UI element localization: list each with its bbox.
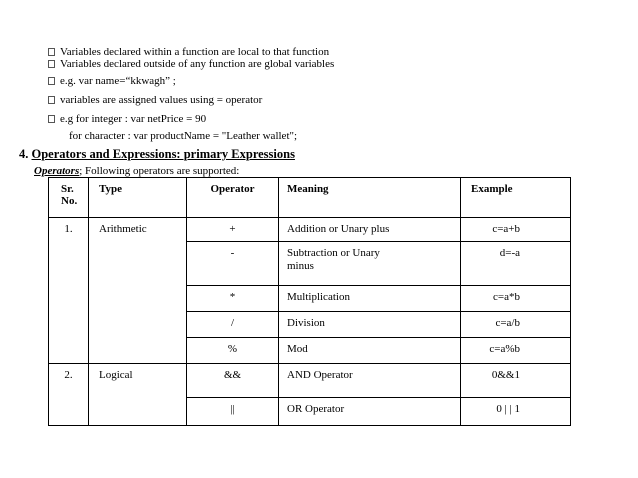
- cell-sr: 1.: [49, 218, 89, 364]
- header-sr-line2: No.: [61, 195, 78, 207]
- bullet-text: e.g. var name=“kkwagh” ;: [60, 75, 176, 87]
- cell-operator: &&: [187, 364, 279, 398]
- table-row: [49, 218, 571, 242]
- bullet-text: variables are assigned values using = operator: [60, 94, 263, 106]
- header-type: Type: [89, 178, 187, 218]
- cell-meaning: [279, 242, 461, 286]
- table-row: [49, 364, 571, 398]
- bullet-item: [48, 75, 176, 87]
- code-example-line: for character : var productName = "Leather wallet";: [69, 130, 298, 142]
- cell-meaning: AND Operator: [279, 364, 461, 398]
- cell-meaning: Division: [279, 312, 461, 338]
- bullet-item: [48, 46, 329, 58]
- bullet-text: Variables declared outside of any function are global variables: [60, 58, 335, 70]
- cell-type: Arithmetic: [89, 218, 187, 364]
- bullet-item: [48, 58, 334, 70]
- table-header-row: [49, 178, 571, 218]
- cell-meaning-text: Subtraction or Unary minus: [287, 247, 380, 272]
- bullet-item: [48, 113, 206, 125]
- header-sr-line1: Sr.: [61, 183, 74, 195]
- cell-example: 0&&1: [461, 364, 571, 398]
- cell-example: c=a/b: [461, 312, 571, 338]
- cell-example: c=a*b: [461, 286, 571, 312]
- section-title: Operators and Expressions: primary Expressions: [31, 147, 295, 161]
- cell-type: Logical: [89, 364, 187, 426]
- bullet-text: Variables declared within a function are local to that function: [60, 46, 330, 58]
- cell-meaning: OR Operator: [279, 398, 461, 426]
- bullet-square-icon: [48, 77, 55, 85]
- bullet-square-icon: [48, 115, 55, 123]
- cell-operator: -: [187, 242, 279, 286]
- bullet-text: e.g for integer : var netPrice = 90: [60, 113, 207, 125]
- bullet-square-icon: [48, 96, 55, 104]
- header-meaning: Meaning: [279, 178, 461, 218]
- cell-meaning: Mod: [279, 338, 461, 364]
- section-number: 4.: [19, 147, 29, 161]
- cell-meaning: Multiplication: [279, 286, 461, 312]
- header-operator: Operator: [187, 178, 279, 218]
- section-heading: [19, 147, 295, 162]
- bullet-square-icon: [48, 60, 55, 68]
- cell-example: c=a+b: [461, 218, 571, 242]
- header-example: Example: [461, 178, 571, 218]
- cell-operator: +: [187, 218, 279, 242]
- bullet-item: [48, 94, 262, 106]
- operators-intro: [34, 165, 239, 177]
- operators-label: Operators: [34, 165, 80, 177]
- cell-example: c=a%b: [461, 338, 571, 364]
- cell-operator: *: [187, 286, 279, 312]
- operators-table: [48, 177, 571, 426]
- cell-example: 0 | | 1: [461, 398, 571, 426]
- cell-operator: %: [187, 338, 279, 364]
- cell-operator: ||: [187, 398, 279, 426]
- cell-operator: /: [187, 312, 279, 338]
- header-sr-no: [49, 178, 89, 218]
- bullet-square-icon: [48, 48, 55, 56]
- cell-example: d=-a: [461, 242, 571, 286]
- cell-meaning: Addition or Unary plus: [279, 218, 461, 242]
- cell-sr: 2.: [49, 364, 89, 426]
- operators-intro-text: ; Following operators are supported:: [79, 165, 240, 177]
